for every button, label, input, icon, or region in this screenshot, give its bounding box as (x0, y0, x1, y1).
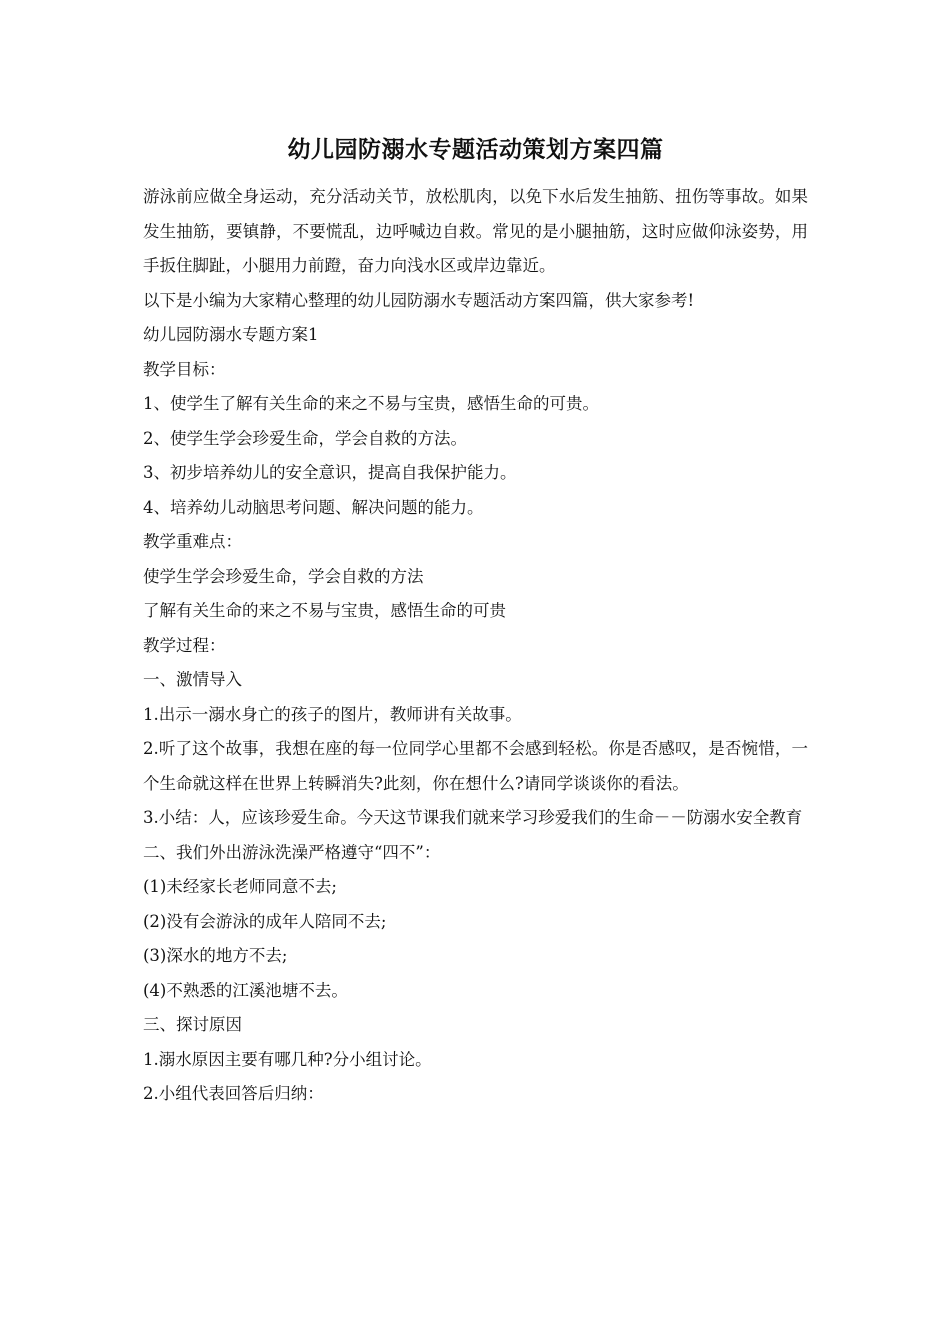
rule-item-2: (2)没有会游泳的成年人陪同不去; (143, 911, 387, 931)
heading-teaching-process: 教学过程： (143, 635, 226, 655)
key-point-2: 了解有关生命的来之不易与宝贵，感悟生命的可贵 (143, 601, 506, 620)
rule-item-4: (4)不熟悉的江溪池塘不去。 (143, 980, 348, 1000)
goal-item-3: 3、初步培养幼儿的安全意识，提高自我保护能力。 (143, 463, 517, 482)
document-title: 幼儿园防溺水专题活动策划方案四篇 (287, 136, 664, 163)
key-point-1: 使学生学会珍爱生命，学会自救的方法 (143, 566, 424, 586)
heading-step-1: 一、激情导入 (143, 670, 242, 689)
paragraph-lead: 以下是小编为大家精心整理的幼儿园防溺水专题活动方案四篇，供大家参考! (143, 290, 695, 310)
step-1-item-2: 2.听了这个故事，我想在座的每一位同学心里都不会感到轻松。你是否感叹，是否惋惜，一个生命就这样在世界上转瞬消失?此刻，你在想什么?请同学谈谈你的看法。 (143, 739, 808, 793)
heading-step-2: 二、我们外出游泳洗澡严格遵守“四不”： (143, 842, 441, 862)
rule-item-3: (3)深水的地方不去; (143, 946, 288, 965)
goal-item-4: 4、培养幼儿动脑思考问题、解决问题的能力。 (143, 497, 484, 517)
step-1-item-1: 1.出示一溺水身亡的孩子的图片，教师讲有关故事。 (143, 704, 522, 724)
goal-item-2: 2、使学生学会珍爱生命，学会自救的方法。 (143, 428, 467, 448)
step-1-item-3: 3.小结：人，应该珍爱生命。今天这节课我们就来学习珍爱我们的生命－－防溺水安全教育 (143, 808, 803, 827)
goal-item-1: 1、使学生了解有关生命的来之不易与宝贵，感悟生命的可贵。 (143, 394, 599, 413)
rule-item-1: (1)未经家长老师同意不去; (143, 877, 337, 896)
step-3-item-1: 1.溺水原因主要有哪几种?分小组讨论。 (143, 1049, 432, 1069)
paragraph-intro: 游泳前应做全身运动，充分活动关节，放松肌肉，以免下水后发生抽筋、扭伤等事故。如果发生抽筋，要镇静，不要慌乱，边呼喊边自救。常见的是小腿抽筋，这时应做仰泳姿势，用手扳住脚趾，小腿用力前蹬，奋力向浅水区或岸边靠近。 (143, 187, 808, 275)
section-heading-plan-1: 幼儿园防溺水专题方案1 (143, 325, 319, 344)
heading-teaching-goals: 教学目标： (143, 359, 226, 379)
document-page (143, 128, 808, 1112)
heading-key-points: 教学重难点： (143, 532, 242, 551)
heading-step-3: 三、探讨原因 (143, 1015, 242, 1034)
step-3-item-2: 2.小组代表回答后归纳： (143, 1084, 324, 1103)
